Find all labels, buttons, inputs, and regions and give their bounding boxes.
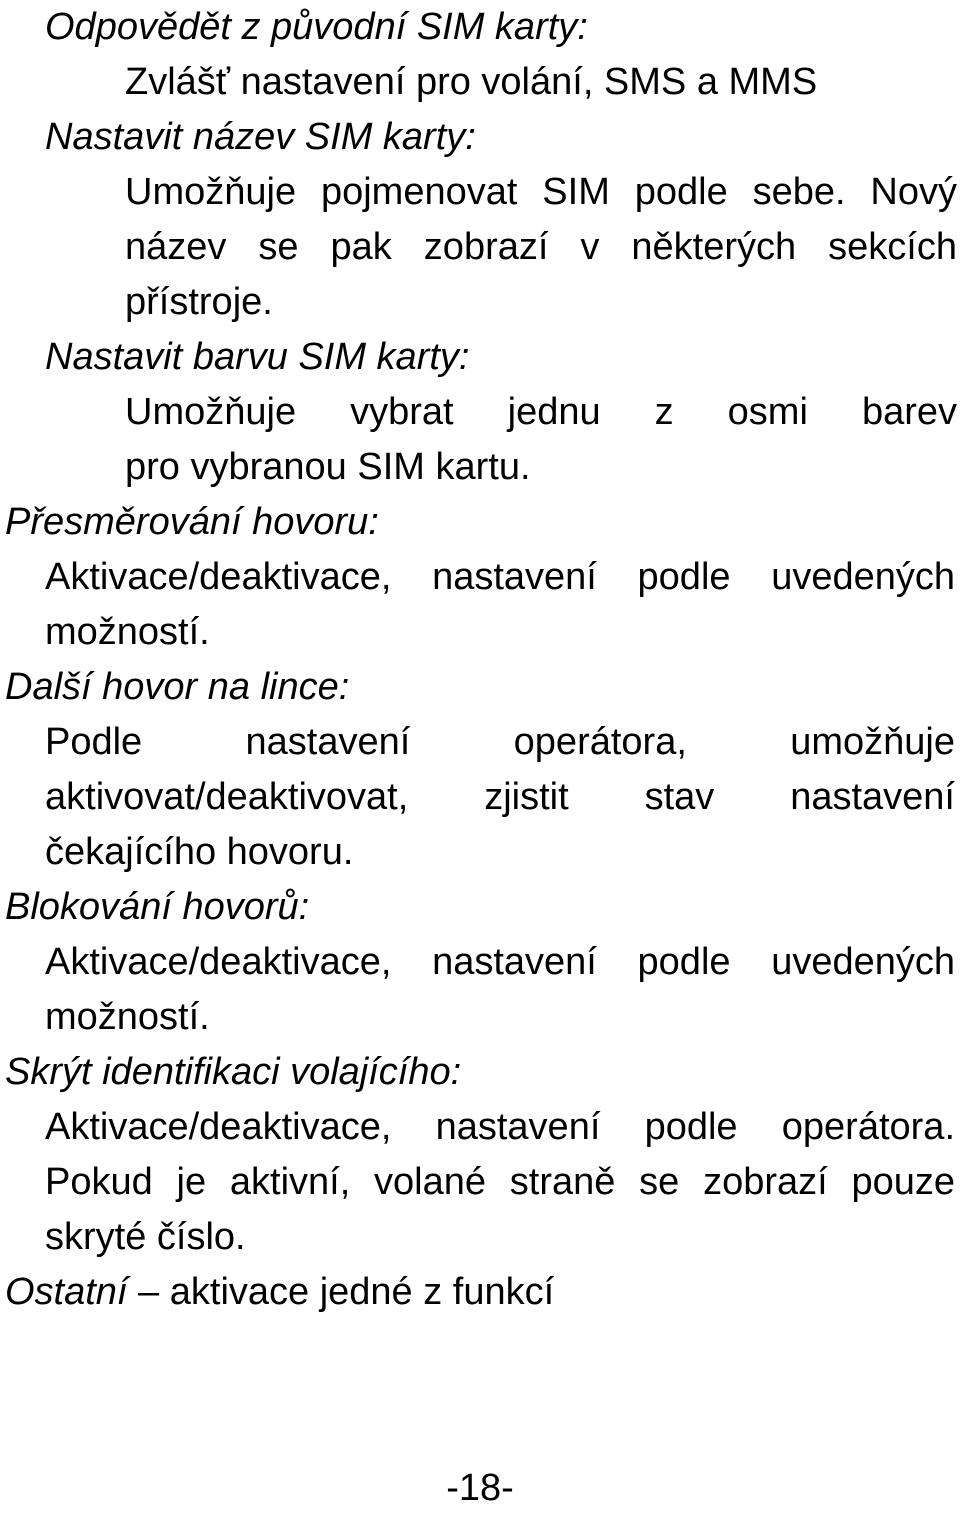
body-line: Zvlášť nastavení pro volání, SMS a MMS: [125, 61, 818, 103]
other-line: [5, 1265, 554, 1320]
body-line: Pokud je aktivní, volané straně se zobrazí pouze: [45, 1161, 955, 1203]
body-line: Aktivace/deaktivace, nastavení podle uvedených: [45, 556, 955, 598]
body-line: Podle nastavení operátora, umožňuje: [45, 721, 955, 763]
body-line: skryté číslo.: [45, 1216, 246, 1258]
body-line: čekajícího hovoru.: [45, 831, 354, 873]
heading-hide-caller-id: Skrýt identifikaci volajícího:: [5, 1051, 462, 1093]
heading-reply-from-original-sim: Odpovědět z původní SIM karty:: [45, 6, 588, 48]
body-line: Aktivace/deaktivace, nastavení podle operátora.: [45, 1106, 955, 1148]
body-line: možností.: [45, 611, 210, 653]
body-line: aktivovat/deaktivovat, zjistit stav nastavení: [45, 776, 955, 818]
body-line: název se pak zobrazí v některých sekcích: [125, 226, 957, 268]
body-line: Umožňuje vybrat jednu z osmi barev: [125, 391, 957, 433]
body-line: Aktivace/deaktivace, nastavení podle uvedených: [45, 941, 955, 983]
body-line: Umožňuje pojmenovat SIM podle sebe. Nový: [125, 171, 957, 213]
body-line: přístroje.: [125, 281, 273, 323]
heading-other: Ostatní: [5, 1271, 128, 1313]
page-number: -18-: [446, 1467, 514, 1509]
heading-call-forwarding: Přesměrování hovoru:: [5, 501, 379, 543]
heading-sim-name: Nastavit název SIM karty:: [45, 116, 476, 158]
heading-call-barring: Blokování hovorů:: [5, 886, 310, 928]
heading-call-waiting: Další hovor na lince:: [5, 666, 350, 708]
body-line: možností.: [45, 996, 210, 1038]
heading-sim-color: Nastavit barvu SIM karty:: [45, 336, 470, 378]
body-line: pro vybranou SIM kartu.: [125, 446, 531, 488]
other-text: – aktivace jedné z funkcí: [127, 1271, 555, 1313]
